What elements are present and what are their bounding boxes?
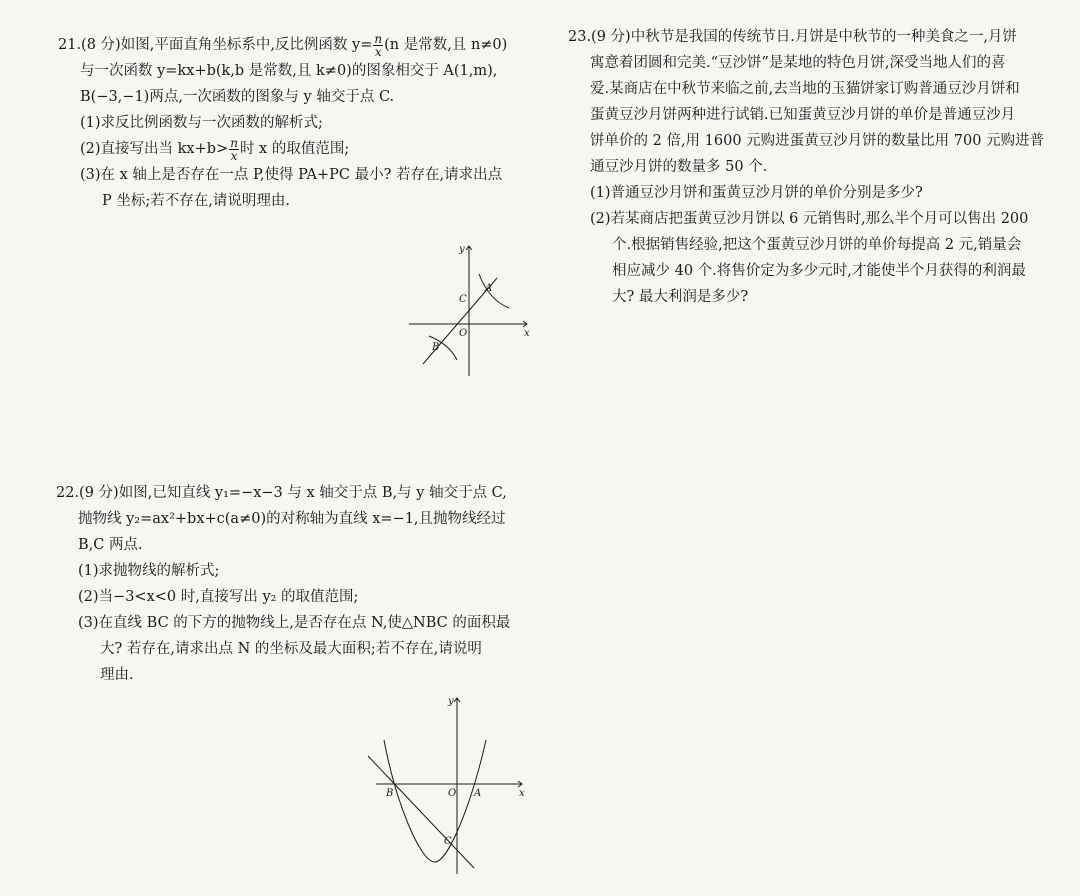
problem-22-part-2: (2)当−3<x<0 时,直接写出 y₂ 的取值范围;: [78, 589, 359, 605]
line-bc: [368, 756, 474, 868]
problem-22-part-1: (1)求抛物线的解析式;: [78, 563, 220, 579]
point-c-label: C: [459, 294, 467, 305]
problem-23-part-2: (2)若某商店把蛋黄豆沙月饼以 6 元销售时,那么半个月可以售出 200: [590, 211, 1029, 227]
origin-label: O: [459, 328, 468, 339]
problem-21-line-2: 与一次函数 y=kx+b(k,b 是常数,且 k≠0)的图象相交于 A(1,m),: [80, 63, 498, 79]
x-axis-label: x: [519, 788, 525, 799]
problem-22-line-1: 22.(9 分)如图,已知直线 y₁=−x−3 与 x 轴交于点 B,与 y 轴交于点 C,: [56, 485, 507, 501]
problem-22-line-3: B,C 两点.: [78, 537, 143, 553]
problem-21-part-1: (1)求反比例函数与一次函数的解析式;: [80, 115, 323, 131]
problem-21-part-3: (3)在 x 轴上是否存在一点 P,使得 PA+PC 最小? 若存在,请求出点: [80, 167, 503, 183]
problem-23: [568, 24, 1058, 310]
figure-21-graph: [405, 238, 535, 380]
problem-21-part-3-cont: P 坐标;若不存在,请说明理由.: [102, 193, 290, 209]
problem-23-line-1: 23.(9 分)中秋节是我国的传统节日.月饼是中秋节的一种美食之一,月饼: [568, 29, 1017, 45]
problem-22-part-3-cont-2: 理由.: [100, 667, 134, 683]
fraction-denominator: x: [374, 44, 382, 59]
origin-label: O: [448, 788, 457, 799]
fraction-n-over-x: [229, 137, 239, 162]
problem-21-line-3: B(−3,−1)两点,一次函数的图象与 y 轴交于点 C.: [80, 89, 395, 105]
problem-21: [58, 32, 538, 214]
fraction-numerator: n: [230, 135, 238, 150]
problem-21-part-2: [58, 136, 538, 162]
x-axis-label: x: [524, 328, 530, 339]
problem-21-text: 21.(8 分)如图,平面直角坐标系中,反比例函数 y=: [58, 37, 373, 53]
point-b-label: B: [432, 342, 440, 353]
problem-23-part-2-cont-3: 大? 最大利润是多少?: [612, 289, 749, 305]
problem-23-line-2: 寓意着团圆和完美.“豆沙饼”是某地的特色月饼,深受当地人们的喜: [590, 55, 1006, 71]
hyperbola-branch-first-quadrant: [479, 274, 509, 308]
figure-22-graph: [362, 692, 530, 878]
point-a-label: A: [485, 283, 493, 294]
problem-22: [56, 480, 546, 688]
problem-23-part-1: (1)普通豆沙月饼和蛋黄豆沙月饼的单价分别是多少?: [590, 185, 923, 201]
y-axis-label: y: [459, 244, 465, 255]
problem-23-line-6: 通豆沙月饼的数量多 50 个.: [590, 159, 768, 175]
parabola-curve: [384, 740, 486, 862]
problem-23-part-2-cont: 个.根据销售经验,把这个蛋黄豆沙月饼的单价每提高 2 元,销量会: [612, 237, 1022, 253]
problem-23-line-5: 饼单价的 2 倍,用 1600 元购进蛋黄豆沙月饼的数量比用 700 元购进普: [590, 133, 1045, 149]
problem-21-text: (n 是常数,且 n≠0): [384, 37, 508, 53]
problem-23-part-2-cont-2: 相应减少 40 个.将售价定为多少元时,才能使半个月获得的利润最: [612, 263, 1026, 279]
point-b-label: B: [386, 788, 394, 799]
problem-22-line-2: 抛物线 y₂=ax²+bx+c(a≠0)的对称轴为直线 x=−1,且抛物线经过: [78, 511, 506, 527]
problem-23-line-3: 爱.某商店在中秋节来临之前,去当地的玉猫饼家订购普通豆沙月饼和: [590, 81, 1020, 97]
problem-21-part-2-text: 时 x 的取值范围;: [239, 141, 350, 157]
y-axis-label: y: [448, 696, 454, 707]
problem-21-line-1: [58, 32, 538, 58]
point-a-label: A: [474, 788, 482, 799]
fraction-denominator: x: [230, 148, 238, 163]
fraction-numerator: n: [374, 31, 383, 46]
problem-22-part-3: (3)在直线 BC 的下方的抛物线上,是否存在点 N,使△NBC 的面积最: [78, 615, 511, 631]
problem-23-line-4: 蛋黄豆沙月饼两种进行试销.已知蛋黄豆沙月饼的单价是普通豆沙月: [590, 107, 1016, 123]
problem-21-part-2-text: (2)直接写出当 kx+b>: [80, 141, 229, 157]
point-c-label: C: [444, 836, 452, 847]
problem-22-part-3-cont: 大? 若存在,请求出点 N 的坐标及最大面积;若不存在,请说明: [100, 641, 482, 657]
fraction-n-over-x: [373, 33, 383, 58]
